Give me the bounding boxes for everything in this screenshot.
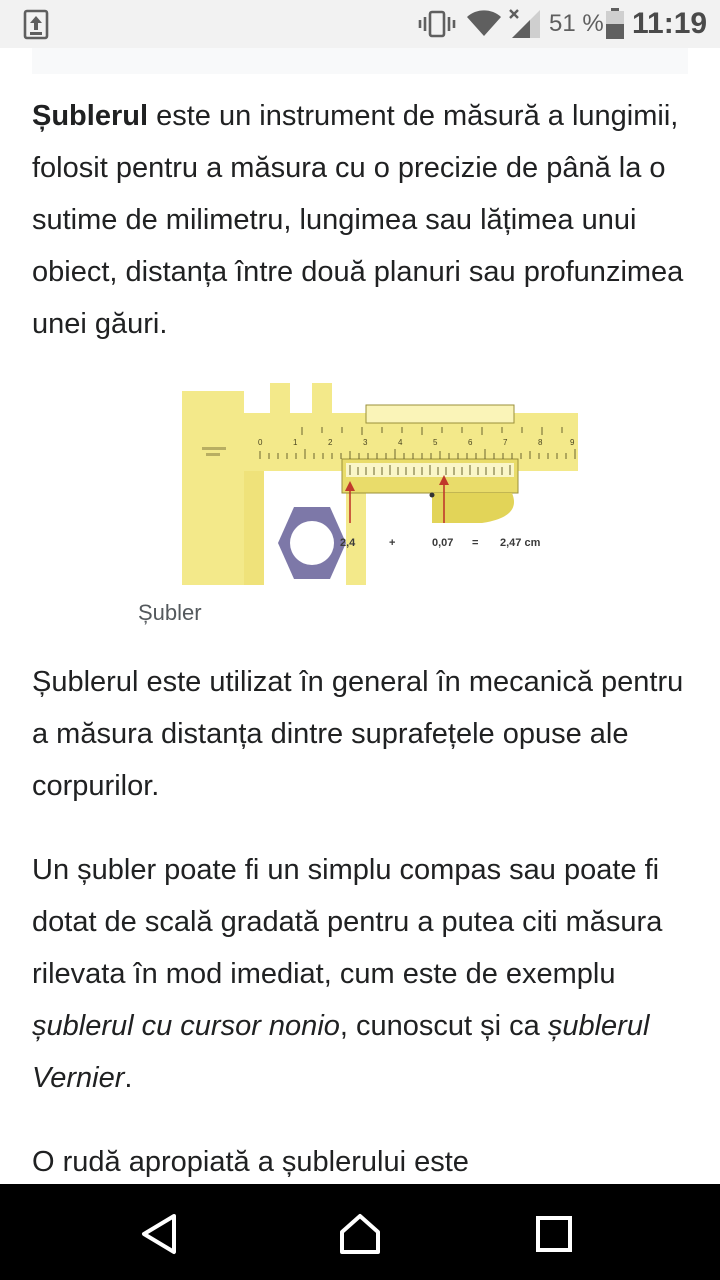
battery-percent: 51 % <box>549 10 604 37</box>
intro-text: este un instrument de măsură a lungimii, folosit pentru a măsura cu o precizie de până la o sutime de milimetru, lungimea sau lățimea unui obiect, distanța între două planuri sau profunzimea unei găuri. <box>32 100 684 340</box>
annotation-main-scale: 2,4 <box>340 537 356 549</box>
recents-icon[interactable] <box>532 1212 576 1256</box>
scale-digit: 8 <box>538 438 543 447</box>
navigation-bar <box>0 1184 720 1280</box>
caliper-image[interactable] <box>182 383 578 585</box>
clock: 11:19 <box>632 7 708 40</box>
scale-digit: 2 <box>328 438 333 447</box>
upload-icon <box>22 8 50 40</box>
annotation-vernier: 0,07 <box>432 537 454 549</box>
scale-digit: 3 <box>363 438 368 447</box>
paragraph-intro <box>32 90 688 350</box>
paragraph-related: O rudă apropiată a șublerului este <box>32 1146 469 1178</box>
scale-digit: 0 <box>258 438 263 447</box>
types-text-a: Un șubler poate fi un simplu compas sau poate fi dotat de scală gradată pentru a putea citi măsura rilevata în mod imediat, cum este de exemplu <box>32 854 663 990</box>
scale-digit: 7 <box>503 438 508 447</box>
paragraph-types <box>32 844 688 1104</box>
battery-icon <box>605 8 625 40</box>
scale-digit: 1 <box>293 438 298 447</box>
figure-caption: Șubler <box>138 600 202 625</box>
home-icon[interactable] <box>338 1212 382 1256</box>
previous-section-box <box>32 48 688 74</box>
annotation-equals: = <box>472 537 479 549</box>
annotation-plus: + <box>389 537 396 549</box>
vernier-cursor-term: șublerul cu cursor nonio <box>32 1010 340 1042</box>
wifi-icon <box>466 10 502 38</box>
article-term: Șublerul <box>32 100 149 132</box>
scale-digit: 6 <box>468 438 473 447</box>
scale-digit: 4 <box>398 438 403 447</box>
scale-digit: 9 <box>570 438 575 447</box>
vibrate-icon <box>418 10 456 38</box>
annotation-result: 2,47 cm <box>500 537 541 549</box>
signal-icon <box>508 8 542 40</box>
types-text-b: , cunoscut și ca <box>339 1010 548 1042</box>
status-bar <box>0 0 720 48</box>
caliper-illustration <box>182 383 578 585</box>
paragraph-usage: Șublerul este utilizat în general în mecanică pentru a măsura distanța dintre suprafețele opuse ale corpurilor. <box>32 666 684 802</box>
scale-digit: 5 <box>433 438 438 447</box>
back-icon[interactable] <box>138 1212 182 1256</box>
vernier-term: șublerul Vernier <box>32 1010 650 1094</box>
types-text-c: . <box>124 1062 133 1094</box>
